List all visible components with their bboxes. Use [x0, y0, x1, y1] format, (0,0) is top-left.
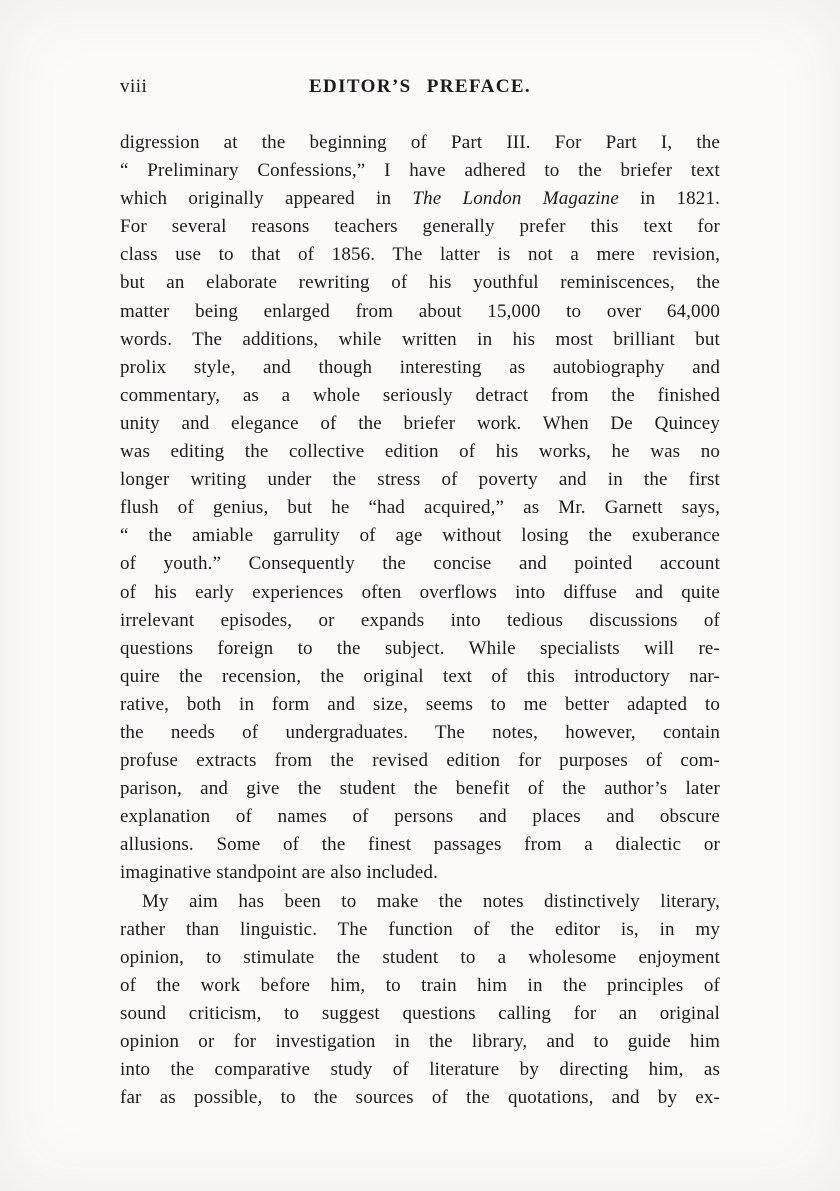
text-segment: commentary, as a whole seriously detract from the finished: [120, 384, 720, 406]
text-line: [120, 1028, 720, 1056]
text-line: [120, 354, 720, 382]
text-line: [120, 803, 720, 831]
text-segment: profuse extracts from the revised edition for purposes of com-: [120, 750, 720, 772]
text-segment: unity and elegance of the briefer work. When De Quincey: [120, 412, 720, 434]
text-line: [120, 1056, 720, 1084]
text-line: [120, 298, 720, 326]
text-segment: My aim has been to make the notes distinctively literary,: [142, 890, 720, 912]
text-segment: rative, both in form and size, seems to me better adapted to: [120, 693, 720, 715]
text-segment: of his early experiences often overflows into diffuse and quite: [120, 581, 720, 603]
text-segment: matter being enlarged from about 15,000 to over 64,000: [120, 300, 720, 322]
text-line: [120, 550, 720, 578]
text-line: [120, 607, 720, 635]
text-segment: of the work before him, to train him in the principles of: [120, 974, 720, 996]
text-line: [120, 831, 720, 859]
text-line: [120, 747, 720, 775]
text-segment: “ the amiable garrulity of age without losing the exuberance: [120, 525, 720, 547]
text-line: [120, 213, 720, 241]
text-line: [120, 438, 720, 466]
paragraph: [120, 888, 720, 1113]
text-line: [120, 129, 720, 157]
text-segment: words. The additions, while written in his most brilliant but: [120, 328, 720, 350]
text-segment: For several reasons teachers generally prefer this text for: [120, 216, 720, 238]
text-segment: into the comparative study of literature by directing him, as: [120, 1059, 720, 1081]
text-segment: flush of genius, but he “had acquired,” as Mr. Garnett says,: [120, 497, 720, 519]
text-line: [120, 775, 720, 803]
text-segment: far as possible, to the sources of the quotations, and by ex-: [120, 1087, 720, 1109]
text-segment: questions foreign to the subject. While specialists will re-: [120, 637, 720, 659]
text-line: [120, 382, 720, 410]
text-line: [120, 579, 720, 607]
text-line: [120, 972, 720, 1000]
paragraph: [120, 129, 720, 888]
text-segment: opinion, to stimulate the student to a wholesome enjoyment: [120, 946, 720, 968]
text-segment: of youth.” Consequently the concise and pointed account: [120, 553, 720, 575]
text-line: [120, 1084, 720, 1112]
text-line: [120, 1000, 720, 1028]
text-line: [120, 719, 720, 747]
text-segment: which originally appeared in: [120, 188, 413, 210]
text-line: [120, 185, 720, 213]
text-line: [120, 635, 720, 663]
text-line: [120, 466, 720, 494]
text-line: [120, 888, 720, 916]
text-segment: the needs of undergraduates. The notes, however, contain: [120, 721, 720, 743]
text-segment: quire the recension, the original text of this introductory nar-: [120, 665, 720, 687]
running-title: EDITOR’S PREFACE.: [308, 76, 532, 97]
text-line: [120, 157, 720, 185]
text-segment: opinion or for investigation in the library, and to guide him: [120, 1031, 720, 1052]
text-line: [120, 859, 720, 887]
italic-text: The London Magazine: [412, 188, 619, 210]
text-line: [120, 494, 720, 522]
text-line: [120, 944, 720, 972]
text-segment: “ Preliminary Confessions,” I have adhered to the briefer text: [120, 160, 720, 182]
text-segment: explanation of names of persons and places and obscure: [120, 806, 720, 828]
text-segment: class use to that of 1856. The latter is not a mere revision,: [120, 244, 720, 266]
page-body: [120, 129, 720, 1112]
text-line: [120, 410, 720, 438]
page-number: viii: [120, 76, 148, 97]
text-segment: digression at the beginning of Part III. For Part I, the: [120, 132, 720, 153]
text-segment: in 1821.: [618, 188, 720, 210]
text-line: [120, 241, 720, 269]
text-line: [120, 916, 720, 944]
text-segment: prolix style, and though interesting as autobiography and: [120, 356, 720, 378]
text-segment: sound criticism, to suggest questions calling for an original: [120, 1002, 720, 1024]
page-header: [120, 76, 720, 98]
text-line: [120, 326, 720, 354]
text-line: [120, 663, 720, 691]
text-segment: was editing the collective edition of his works, he was no: [120, 441, 720, 463]
text-segment: parison, and give the student the benefit of the author’s later: [120, 778, 720, 800]
text-segment: but an elaborate rewriting of his youthful reminiscences, the: [120, 272, 720, 294]
text-segment: rather than linguistic. The function of the editor is, in my: [120, 918, 720, 940]
text-line: [120, 691, 720, 719]
text-segment: longer writing under the stress of poverty and in the first: [120, 469, 720, 491]
text-segment: allusions. Some of the finest passages from a dialectic or: [120, 834, 720, 856]
text-line: [120, 522, 720, 550]
text-segment: imaginative standpoint are also included.: [120, 862, 438, 884]
text-segment: irrelevant episodes, or expands into tedious discussions of: [120, 609, 720, 631]
text-line: [120, 269, 720, 297]
